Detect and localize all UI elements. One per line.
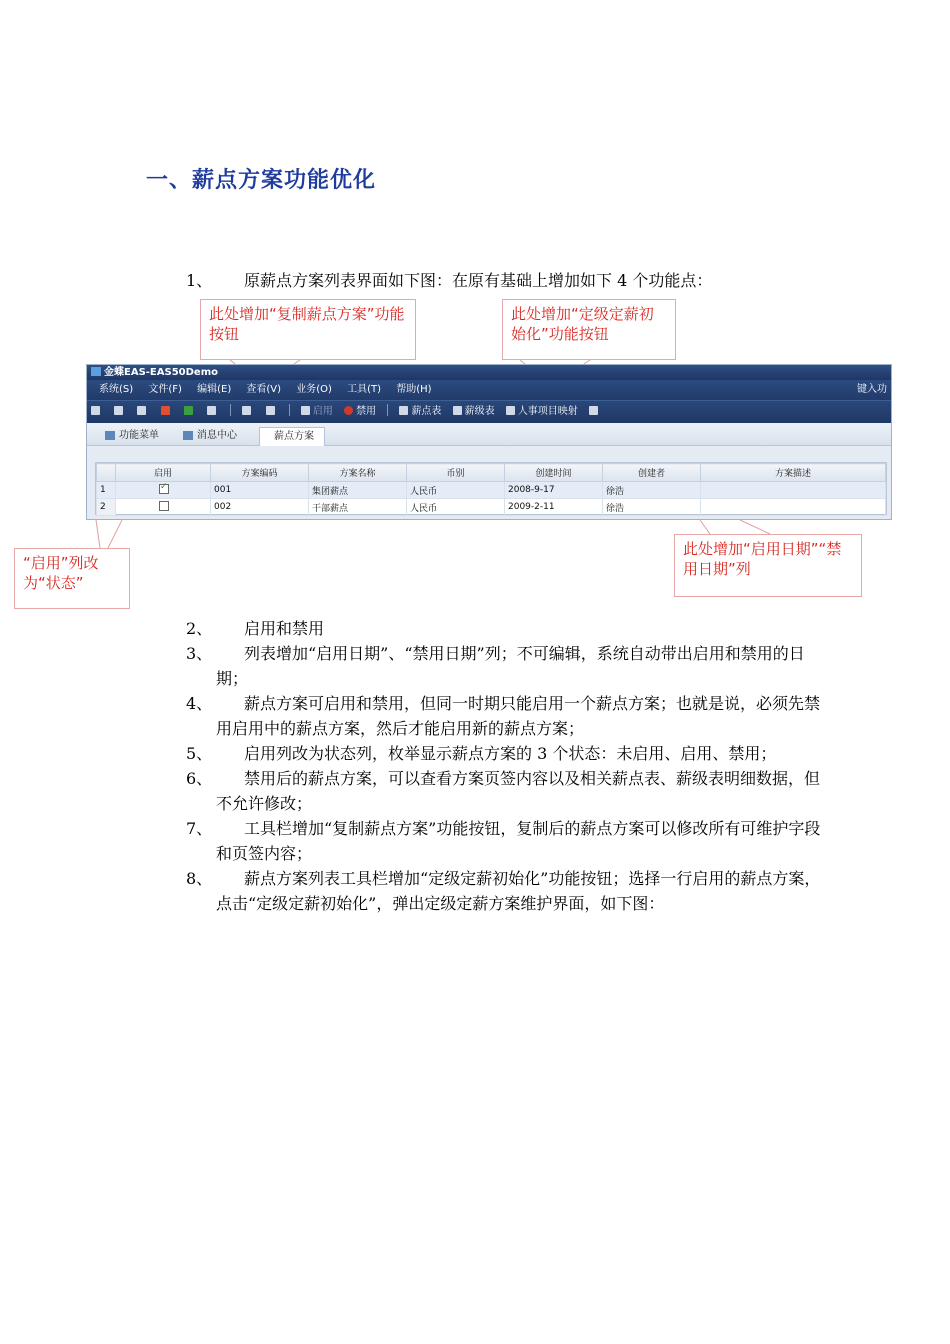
list-item: [186, 766, 826, 816]
disable-icon: [344, 406, 353, 415]
menu-help[interactable]: 帮助(H): [396, 384, 432, 395]
quick-search-label[interactable]: 键入功: [857, 384, 887, 395]
menu-file[interactable]: 文件(F): [148, 384, 182, 395]
item-number: 2、: [186, 619, 213, 638]
pointer-status-1: [96, 520, 100, 548]
print-icon: [242, 406, 251, 415]
menu-view[interactable]: 查看(V): [246, 384, 282, 395]
code-cell: 002: [211, 499, 309, 516]
refresh-icon: [184, 406, 193, 415]
created-cell: 2009-2-11: [505, 499, 603, 516]
item-number: 8、: [186, 869, 213, 888]
toolbar-separator: [387, 404, 388, 416]
name-cell: 干部薪点: [309, 499, 407, 516]
toolbar-separator: [230, 404, 231, 416]
currency-cell: 人民币: [407, 482, 505, 499]
name-cell: 集团薪点: [309, 482, 407, 499]
description-cell: [701, 482, 886, 499]
delete-icon: [161, 406, 170, 415]
item-text: 薪点方案列表工具栏增加“定级定薪初始化”功能按钮；选择一行启用的薪点方案，点击“定级定薪初始化”，弹出定级定薪方案维护界面，如下图：: [216, 869, 821, 913]
pointer-status-2: [108, 520, 122, 548]
enabled-cell: [116, 482, 211, 499]
row-number: 1: [97, 482, 116, 499]
tab-label: 消息中心: [197, 430, 237, 441]
tab-label: 功能菜单: [119, 430, 159, 441]
row-number-header: [97, 464, 116, 482]
tab-message-center[interactable]: [175, 427, 247, 445]
tab-function-menu[interactable]: [97, 427, 169, 445]
grid-header-row: [97, 464, 886, 482]
column-creator[interactable]: 创建者: [603, 464, 701, 482]
item-number: 5、: [186, 744, 213, 763]
window-titlebar: [87, 365, 891, 380]
created-cell: 2008-9-17: [505, 482, 603, 499]
print-button[interactable]: [242, 401, 254, 423]
menu-tools[interactable]: 工具(T): [347, 384, 382, 395]
list-item: [186, 616, 826, 641]
callout-copy-button: 此处增加“复制薪点方案”功能按钮: [200, 299, 416, 360]
item-number: 6、: [186, 769, 213, 788]
menu-system[interactable]: 系统(S): [99, 384, 134, 395]
list-item: [186, 866, 826, 916]
disable-label: 禁用: [356, 406, 377, 417]
new-icon: [91, 406, 100, 415]
menu-icon: [105, 431, 115, 440]
salary-grade-table-label: 薪级表: [464, 406, 495, 417]
plan-list-grid: [95, 462, 887, 515]
edit-icon: [137, 406, 146, 415]
column-code[interactable]: 方案编码: [211, 464, 309, 482]
item-number: 3、: [186, 644, 213, 663]
tab-salary-point-plan[interactable]: [259, 427, 325, 446]
callout-status-column: “启用”列改为“状态”: [14, 548, 130, 609]
column-description[interactable]: 方案描述: [701, 464, 886, 482]
toolbar-separator: [289, 404, 290, 416]
table-row[interactable]: [97, 482, 886, 499]
row-number: 2: [97, 499, 116, 516]
enable-icon: [301, 406, 310, 415]
table-icon: [399, 406, 408, 415]
pointer-date-1: [700, 520, 710, 534]
app-screenshot: [86, 364, 892, 520]
salary-point-table-label: 薪点表: [411, 406, 442, 417]
list-item: [186, 641, 826, 691]
description-cell: [701, 499, 886, 516]
enabled-cell: [116, 499, 211, 516]
mail-icon: [183, 431, 193, 440]
salary-grade-table-button[interactable]: [453, 401, 495, 423]
locate-icon: [207, 406, 216, 415]
item-number: 4、: [186, 694, 213, 713]
list-item: [186, 816, 826, 866]
item-text: 启用和禁用: [244, 619, 325, 638]
item-text: 薪点方案可启用和禁用，但同一时期只能启用一个薪点方案；也就是说，必须先禁用启用中的薪点方案，然后才能启用新的薪点方案；: [216, 694, 821, 738]
hr-mapping-label: 人事项目映射: [517, 406, 578, 417]
window-title: 金蝶EAS-EAS50Demo: [104, 367, 218, 378]
locate-button[interactable]: [207, 401, 219, 423]
mapping-icon: [506, 406, 515, 415]
item-number: 7、: [186, 819, 213, 838]
callout-date-columns: 此处增加“启用日期”“禁用日期”列: [674, 534, 862, 597]
hr-mapping-button[interactable]: [506, 401, 578, 423]
currency-cell: 人民币: [407, 499, 505, 516]
column-name[interactable]: 方案名称: [309, 464, 407, 482]
export-icon: [589, 406, 598, 415]
save-button[interactable]: [114, 401, 126, 423]
save-icon: [114, 406, 123, 415]
column-created[interactable]: 创建时间: [505, 464, 603, 482]
column-currency[interactable]: 币别: [407, 464, 505, 482]
export-button[interactable]: [589, 401, 601, 423]
enable-button[interactable]: [301, 401, 333, 423]
disable-button[interactable]: [344, 401, 376, 423]
item-text: 列表增加“启用日期”、“禁用日期”列；不可编辑，系统自动带出启用和禁用的日期；: [216, 644, 805, 688]
delete-button[interactable]: [161, 401, 173, 423]
tab-strip: [87, 423, 891, 446]
menu-bar: [87, 380, 891, 400]
intro-text: 原薪点方案列表界面如下图：在原有基础上增加如下 4 个功能点：: [244, 271, 713, 290]
item-text: 启用列改为状态列，枚举显示薪点方案的 3 个状态：未启用、启用、禁用；: [244, 744, 777, 763]
enable-label: 启用: [312, 406, 333, 417]
toolbar: [87, 400, 891, 423]
intro-number: 1、: [186, 271, 213, 290]
creator-cell: 徐浩: [603, 499, 701, 516]
callout-grade-init: 此处增加“定级定薪初始化”功能按钮: [502, 299, 676, 360]
salary-point-table-button[interactable]: [399, 401, 441, 423]
enabled-checkbox[interactable]: [159, 484, 169, 494]
requirement-list: [186, 616, 826, 916]
section-heading: 一、薪点方案功能优化: [146, 168, 377, 193]
new-button[interactable]: [91, 401, 103, 423]
pointer-date-2: [740, 520, 770, 534]
list-item: [186, 741, 826, 766]
edit-button[interactable]: [137, 401, 149, 423]
preview-icon: [266, 406, 275, 415]
creator-cell: 徐浩: [603, 482, 701, 499]
menu-business[interactable]: 业务(O): [296, 384, 332, 395]
item-text: 工具栏增加“复制薪点方案”功能按钮，复制后的薪点方案可以修改所有可维护字段和页签内容；: [216, 819, 821, 863]
preview-button[interactable]: [266, 401, 278, 423]
tab-label: 薪点方案: [274, 431, 314, 442]
list-item: [186, 691, 826, 741]
kingdee-logo-icon: [91, 367, 101, 376]
refresh-button[interactable]: [184, 401, 196, 423]
chart-icon: [453, 406, 462, 415]
item-text: 禁用后的薪点方案，可以查看方案页签内容以及相关薪点表、薪级表明细数据，但不允许修改；: [216, 769, 821, 813]
enabled-checkbox[interactable]: [159, 501, 169, 511]
table-row[interactable]: [97, 499, 886, 516]
menu-edit[interactable]: 编辑(E): [197, 384, 232, 395]
code-cell: 001: [211, 482, 309, 499]
column-enabled[interactable]: 启用: [116, 464, 211, 482]
